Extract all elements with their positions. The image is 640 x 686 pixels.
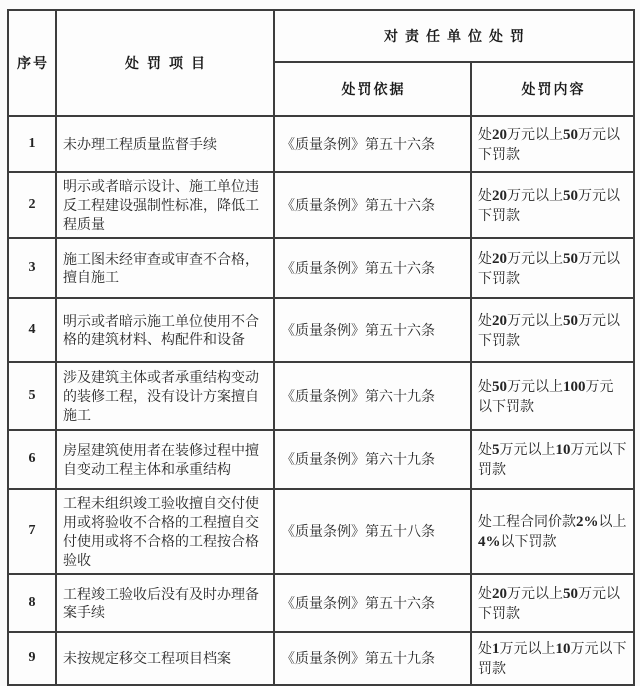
row-penalty-item: 涉及建筑主体或者承重结构变动的装修工程，没有设计方案擅自施工 (56, 362, 274, 430)
table-row (8, 632, 634, 685)
row-penalty-content: 处5万元以上10万元以下罚款 (471, 430, 634, 489)
row-index: 7 (8, 489, 56, 574)
table-row (8, 116, 634, 172)
row-penalty-basis: 《质量条例》第五十六条 (274, 574, 471, 632)
header-row-1 (8, 10, 634, 62)
row-penalty-item: 工程竣工验收后没有及时办理备案手续 (56, 574, 274, 632)
table-row (8, 172, 634, 238)
penalty-table (7, 9, 635, 686)
table-row (8, 362, 634, 430)
row-index: 5 (8, 362, 56, 430)
row-penalty-basis: 《质量条例》第六十九条 (274, 362, 471, 430)
row-penalty-basis: 《质量条例》第五十六条 (274, 172, 471, 238)
header-content: 处罚内容 (471, 62, 634, 116)
row-penalty-item: 明示或者暗示设计、施工单位违反工程建设强制性标准，降低工程质量 (56, 172, 274, 238)
row-penalty-item: 工程未组织竣工验收擅自交付使用或将验收不合格的工程擅自交付使用或将不合格的工程按合格验收 (56, 489, 274, 574)
row-index: 2 (8, 172, 56, 238)
row-penalty-content: 处20万元以上50万元以下罚款 (471, 238, 634, 298)
row-penalty-item: 未按规定移交工程项目档案 (56, 632, 274, 685)
row-penalty-item: 未办理工程质量监督手续 (56, 116, 274, 172)
row-penalty-content: 处20万元以上50万元以下罚款 (471, 172, 634, 238)
row-penalty-content: 处20万元以上50万元以下罚款 (471, 298, 634, 362)
row-penalty-basis: 《质量条例》第六十九条 (274, 430, 471, 489)
table-header (8, 10, 634, 116)
table-body (8, 116, 634, 685)
row-penalty-item: 施工图未经审查或审查不合格，擅自施工 (56, 238, 274, 298)
table-row (8, 238, 634, 298)
row-penalty-content: 处50万元以上100万元以下罚款 (471, 362, 634, 430)
header-group: 对责任单位处罚 (274, 10, 634, 62)
row-index: 3 (8, 238, 56, 298)
table-row (8, 298, 634, 362)
row-penalty-content: 处20万元以上50万元以下罚款 (471, 116, 634, 172)
row-penalty-item: 房屋建筑使用者在装修过程中擅自变动工程主体和承重结构 (56, 430, 274, 489)
row-index: 1 (8, 116, 56, 172)
row-penalty-content: 处工程合同价款2%以上4%以下罚款 (471, 489, 634, 574)
row-penalty-basis: 《质量条例》第五十九条 (274, 632, 471, 685)
row-penalty-basis: 《质量条例》第五十六条 (274, 116, 471, 172)
row-penalty-content: 处1万元以上10万元以下罚款 (471, 632, 634, 685)
row-penalty-basis: 《质量条例》第五十六条 (274, 298, 471, 362)
row-penalty-item: 明示或者暗示施工单位使用不合格的建筑材料、构配件和设备 (56, 298, 274, 362)
row-index: 8 (8, 574, 56, 632)
row-penalty-basis: 《质量条例》第五十八条 (274, 489, 471, 574)
row-index: 4 (8, 298, 56, 362)
table-row (8, 574, 634, 632)
table-row (8, 489, 634, 574)
table-row (8, 430, 634, 489)
row-penalty-content: 处20万元以上50万元以下罚款 (471, 574, 634, 632)
row-penalty-basis: 《质量条例》第五十六条 (274, 238, 471, 298)
row-index: 6 (8, 430, 56, 489)
header-index: 序号 (8, 10, 56, 116)
header-basis: 处罚依据 (274, 62, 471, 116)
header-item: 处罚项目 (56, 10, 274, 116)
row-index: 9 (8, 632, 56, 685)
